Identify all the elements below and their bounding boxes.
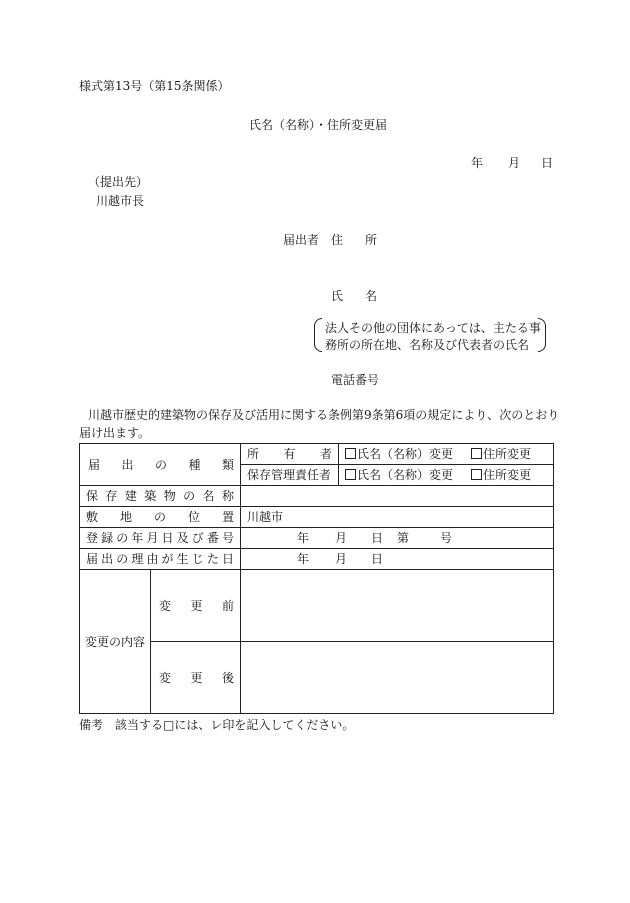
phone-label: 電話番号 [331, 373, 380, 387]
owner-options [339, 444, 554, 465]
reason-date-field[interactable] [241, 549, 554, 570]
address-label-2: 所 [365, 233, 378, 247]
table-row [80, 570, 554, 642]
custodian-address-change-label: 住所変更 [483, 468, 532, 482]
after-field[interactable] [241, 642, 554, 714]
corporate-note-line2: 務所の所在地、名称及び代表者の氏名 [325, 338, 530, 352]
owner-label: 所 有 者 [241, 444, 339, 465]
owner-address-change-label: 住所変更 [483, 447, 532, 461]
registration-year: 年 [297, 531, 310, 545]
table-row [80, 444, 554, 465]
custodian-label: 保存管理責任者 [241, 465, 339, 486]
custodian-name-change-checkbox[interactable] [345, 469, 356, 480]
building-name-label: 保 存 建 築 物 の 名 称 [80, 486, 241, 507]
site-location-label: 敷 地 の 位 置 [80, 507, 241, 528]
registration-dai: 第 [397, 531, 410, 545]
recipient-label: （提出先） [88, 175, 149, 189]
applicant-heading: 届出者 [283, 233, 320, 247]
date-month: 月 [508, 156, 521, 170]
before-field[interactable] [241, 570, 554, 642]
table-row [80, 486, 554, 507]
custodian-options [339, 465, 554, 486]
change-content-label: 変更の内容 [80, 570, 151, 714]
registration-month: 月 [335, 531, 348, 545]
registration-day: 日 [371, 531, 384, 545]
table-row [80, 507, 554, 528]
notification-type-label: 届 出 の 種 類 [80, 444, 241, 486]
table-row [80, 528, 554, 549]
owner-name-change-label: 氏名（名称）変更 [357, 447, 454, 461]
note-bracket-left [314, 318, 322, 352]
address-label-1: 住 [331, 233, 344, 247]
date-year: 年 [471, 156, 484, 170]
name-label-2: 名 [365, 289, 378, 303]
form-title: 氏名（名称）・住所変更届 [249, 118, 388, 132]
body-text-line2: 届け出ます。 [79, 426, 151, 440]
name-label-1: 氏 [331, 289, 344, 303]
registration-label: 登 録 の 年 月 日 及 び 番 号 [80, 528, 241, 549]
remarks: 備考 該当する□には、レ印を記入してください。 [79, 718, 355, 732]
corporate-note-line1: 法人その他の団体にあっては、主たる事 [325, 321, 541, 335]
registration-number: 号 [440, 531, 453, 545]
before-label: 変 更 前 [151, 570, 241, 642]
table-row [80, 642, 554, 714]
building-name-field[interactable] [241, 486, 554, 507]
form-number: 様式第13号（第15条関係） [79, 79, 230, 93]
reason-year: 年 [297, 552, 310, 566]
body-text-line1: 川越市歴史的建築物の保存及び活用に関する条例第9条第6項の規定により、次のとおり [88, 408, 560, 422]
reason-day: 日 [371, 552, 384, 566]
owner-address-change-checkbox[interactable] [471, 448, 482, 459]
reason-month: 月 [335, 552, 348, 566]
custodian-address-change-checkbox[interactable] [471, 469, 482, 480]
table-row [80, 549, 554, 570]
recipient-name: 川越市長 [96, 194, 145, 208]
notification-table [79, 443, 554, 714]
custodian-name-change-label: 氏名（名称）変更 [357, 468, 454, 482]
reason-date-label: 届 出 の 理 由 が 生 じ た 日 [80, 549, 241, 570]
site-location-field[interactable]: 川越市 [241, 507, 554, 528]
owner-name-change-checkbox[interactable] [345, 448, 356, 459]
after-label: 変 更 後 [151, 642, 241, 714]
registration-field[interactable] [241, 528, 554, 549]
date-day: 日 [541, 156, 554, 170]
